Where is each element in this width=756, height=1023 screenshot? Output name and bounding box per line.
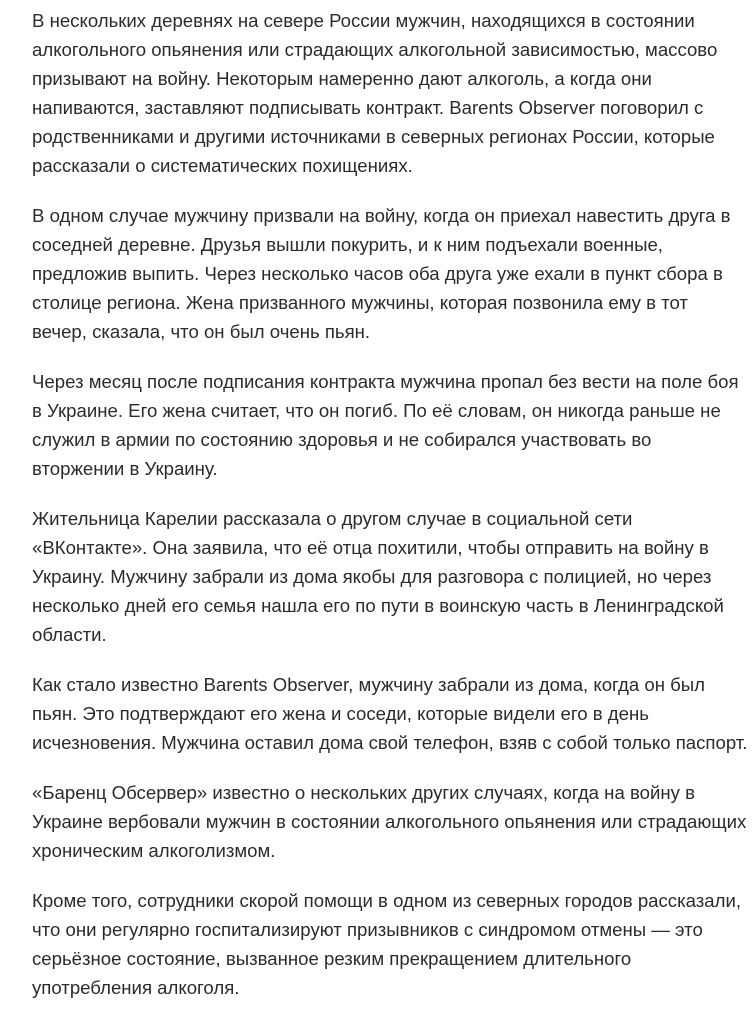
article-body <box>32 6 748 1023</box>
paragraph: В одном случае мужчину призвали на войну, когда он приехал навестить друга в соседней деревне. Друзья вышли покурить, и к ним подъехали военные, предложив выпить. Через несколько часов оба друга уже ехали в пункт сбора в столице региона. Жена призванного мужчины, которая позвонила ему в тот вечер, сказала, что он был очень пьян. <box>32 205 731 342</box>
paragraph: Кроме того, сотрудники скорой помощи в одном из северных городов рассказали, что они регулярно госпитализируют призывников с синдромом отмены — это серьёзное состояние, вызванное резким прекращением длительного употребления алкоголя. <box>32 890 742 998</box>
paragraph: В нескольких деревнях на севере России мужчин, находящихся в состоянии алкогольного опьянения или страдающих алкогольной зависимостью, массово призывают на войну. Некоторым намеренно дают алкоголь, а когда они напиваются, заставляют подписывать контракт. Barents Observer поговорил с родственниками и другими источниками в северных регионах России, которые рассказали о систематических похищениях. <box>32 10 718 176</box>
paragraph: «Баренц Обсервер» известно о нескольких других случаях, когда на войну в Украине вербовали мужчин в состоянии алкогольного опьянения или страдающих хроническим алкоголизмом. <box>32 782 747 861</box>
paragraph: Жительница Карелии рассказала о другом случае в социальной сети «ВКонтакте». Она заявила, что её отца похитили, чтобы отправить на войну в Украину. Мужчину забрали из дома якобы для разговора с полицией, но через несколько дней его семья нашла его по пути в воинскую часть в Ленинградской области. <box>32 508 724 645</box>
paragraph: Через месяц после подписания контракта мужчина пропал без вести на поле боя в Украине. Его жена считает, что он погиб. По её словам, он никогда раньше не служил в армии по состоянию здоровья и не собирался участвовать во вторжении в Украину. <box>32 371 739 479</box>
paragraph: Как стало известно Barents Observer, мужчину забрали из дома, когда он был пьян. Это подтверждают его жена и соседи, которые видели его в день исчезновения. Мужчина оставил дома свой телефон, взяв с собой только паспорт. <box>32 674 748 753</box>
